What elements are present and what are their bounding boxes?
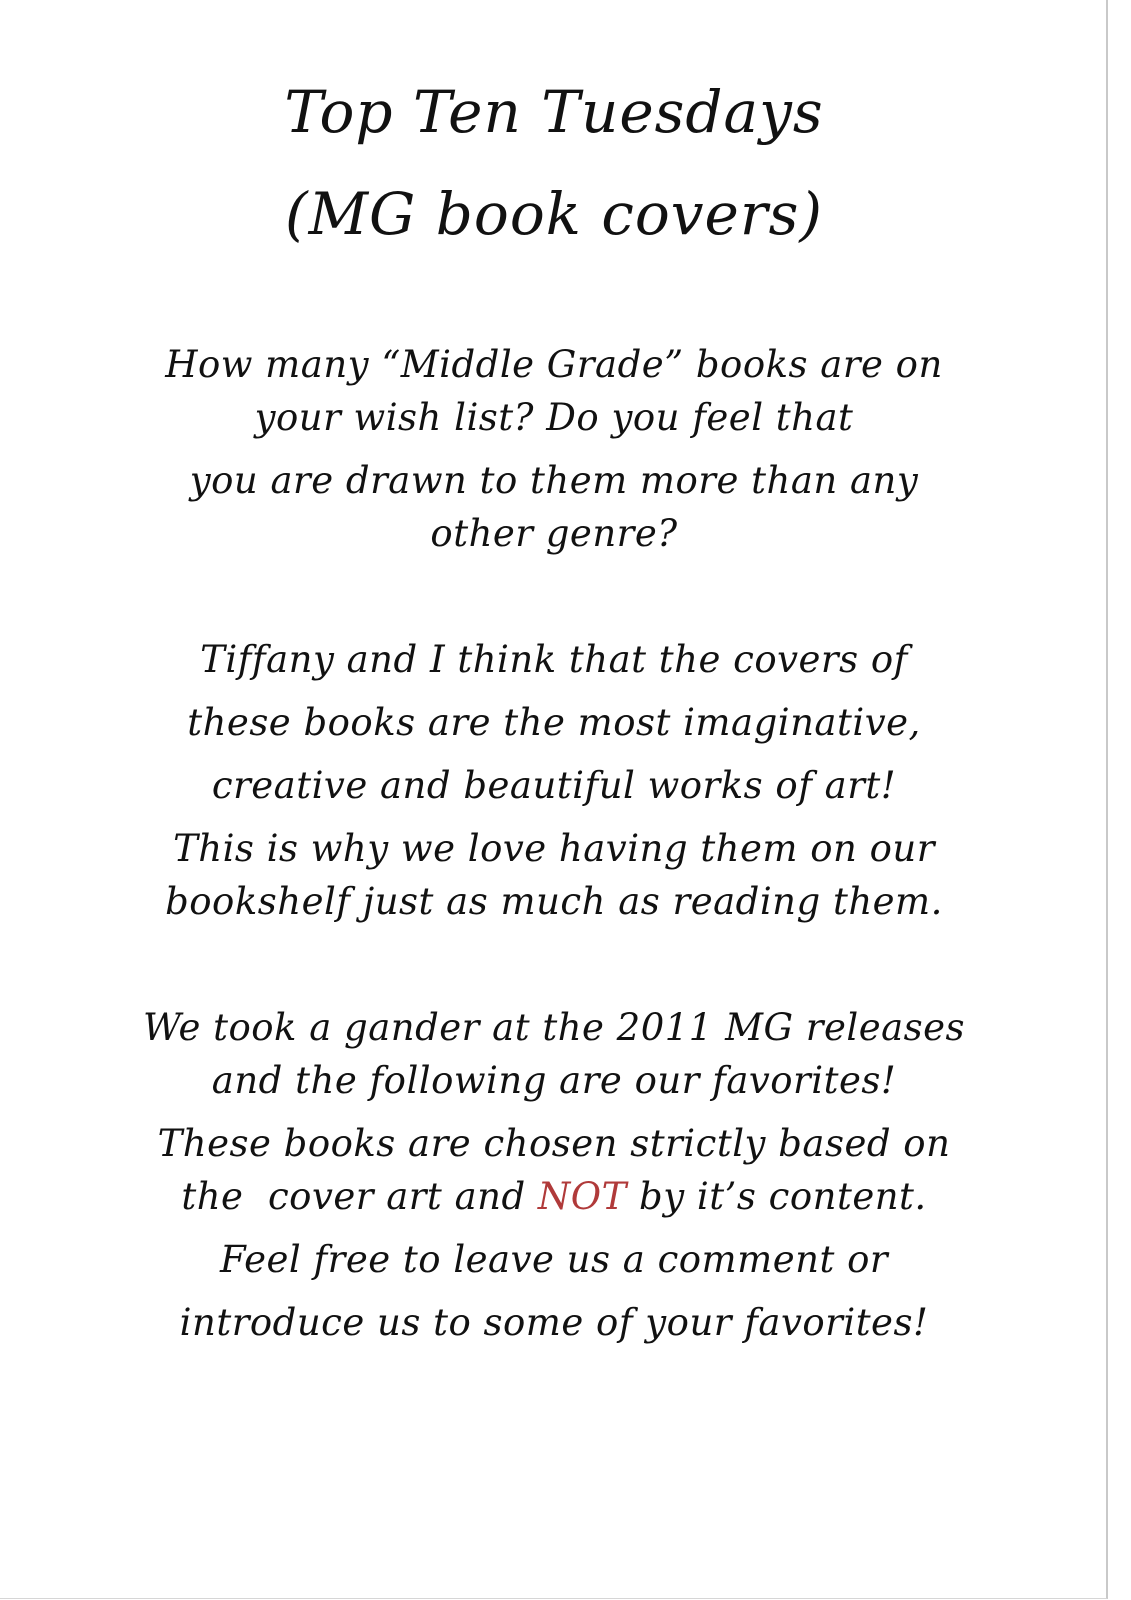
paragraph-2-line-1: Tiffany and I think that the covers of <box>200 638 908 681</box>
paragraph-2-line-2: these books are the most imaginative, <box>187 701 921 744</box>
paragraph-1-line-4: other genre? <box>430 512 678 555</box>
paragraph-3-line-6: introduce us to some of your favorites! <box>179 1301 929 1344</box>
paragraph-2-line-4: This is why we love having them on our <box>173 827 935 870</box>
paragraph-3-line-4 <box>0 1175 1108 1218</box>
title-line-2: (MG book covers) <box>285 180 823 248</box>
paragraph-3-line-4-end: by it’s content. <box>626 1175 927 1218</box>
paragraph-1-line-1: How many “Middle Grade” books are on <box>165 343 943 386</box>
paragraph-3-line-5: Feel free to leave us a comment or <box>219 1238 889 1281</box>
paragraph-1-line-3: you are drawn to them more than any <box>189 459 919 502</box>
paragraph-3-line-3: These books are chosen strictly based on <box>157 1122 951 1165</box>
emphasis-not: NOT <box>537 1175 627 1218</box>
paragraph-3-line-4-start: the cover art and <box>181 1175 538 1218</box>
paragraph-2-line-5: bookshelf just as much as reading them. <box>165 880 943 923</box>
title-line-1: Top Ten Tuesdays <box>284 78 824 146</box>
paragraph-1-line-2: your wish list? Do you feel that <box>254 396 854 439</box>
paragraph-2-line-3: creative and beautiful works of art! <box>211 764 897 807</box>
paragraph-3-line-1: We took a gander at the 2011 MG releases <box>142 1006 966 1049</box>
paragraph-3-line-2: and the following are our favorites! <box>211 1059 897 1102</box>
